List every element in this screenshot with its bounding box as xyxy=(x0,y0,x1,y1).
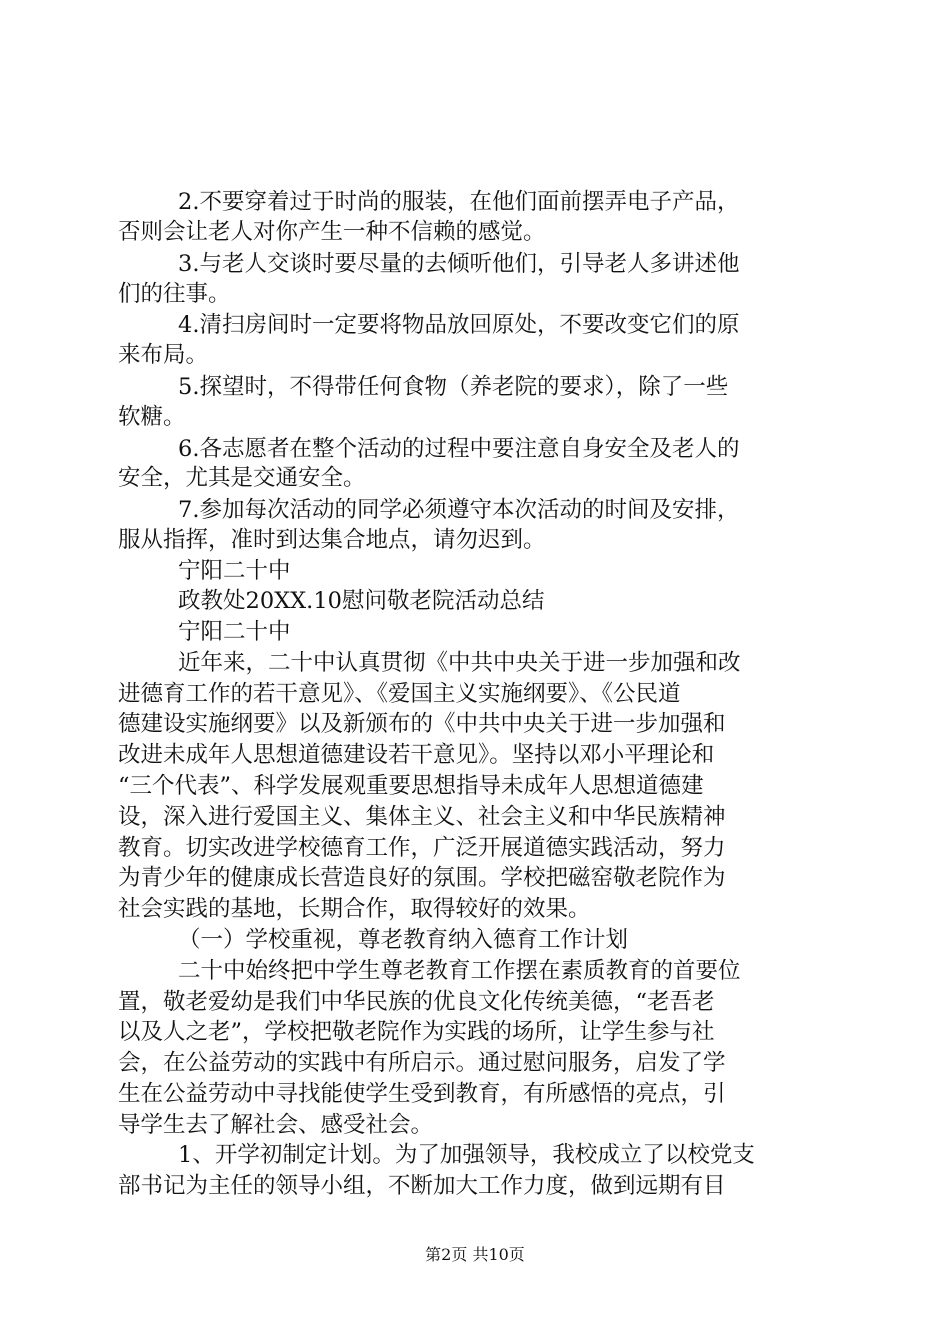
text-line: （一）学校重视，尊老教育纳入德育工作计划 xyxy=(178,927,629,953)
text-line: 生在公益劳动中寻找能使学生受到教育，有所感悟的亮点，引 xyxy=(118,1081,726,1107)
text-line: 否则会让老人对你产生一种不信赖的感觉。 xyxy=(118,219,546,245)
text-line: 部书记为主任的领导小组，不断加大工作力度，做到远期有目 xyxy=(118,1173,726,1199)
text-line: 服从指挥，准时到达集合地点，请勿迟到。 xyxy=(118,527,546,553)
text-line: 们的往事。 xyxy=(118,281,231,307)
page-number-footer: 第2页 共10页 xyxy=(425,1245,525,1264)
text-line: 7.参加每次活动的同学必须遵守本次活动的时间及安排， xyxy=(178,497,740,523)
text-line: 设，深入进行爱国主义、集体主义、社会主义和中华民族精神 xyxy=(118,804,726,830)
text-line: 置，敬老爱幼是我们中华民族的优良文化传统美德，“老吾老 xyxy=(118,989,715,1015)
text-line: 4.清扫房间时一定要将物品放回原处，不要改变它们的原 xyxy=(178,312,740,338)
text-line: 导学生去了解社会、感受社会。 xyxy=(118,1112,434,1138)
text-line: 德建设实施纲要》以及新颁布的《中共中央关于进一步加强和 xyxy=(118,711,726,737)
text-line: 政教处20XX.10慰问敬老院活动总结 xyxy=(178,588,545,614)
text-line: 3.与老人交谈时要尽量的去倾听他们，引导老人多讲述他 xyxy=(178,251,740,277)
text-line: 1、开学初制定计划。为了加强领导，我校成立了以校党支 xyxy=(178,1142,755,1168)
text-line: 宁阳二十中 xyxy=(178,558,291,584)
text-line: 以及人之老”，学校把敬老院作为实践的场所，让学生参与社 xyxy=(118,1019,715,1045)
text-line: 5.探望时，不得带任何食物（养老院的要求），除了一些 xyxy=(178,374,729,400)
text-line: 二十中始终把中学生尊老教育工作摆在素质教育的首要位 xyxy=(178,958,741,984)
text-line: 6.各志愿者在整个活动的过程中要注意自身安全及老人的 xyxy=(178,436,740,462)
text-line: 宁阳二十中 xyxy=(178,619,291,645)
text-line: 社会实践的基地，长期合作，取得较好的效果。 xyxy=(118,896,591,922)
text-line: 会，在公益劳动的实践中有所启示。通过慰问服务，启发了学 xyxy=(118,1050,726,1076)
text-line: 改进未成年人思想道德建设若干意见》。坚持以邓小平理论和 xyxy=(118,742,715,768)
text-line: 进德育工作的若干意见》、《爱国主义实施纲要》、《公民道 xyxy=(118,681,681,707)
text-line: 为青少年的健康成长营造良好的氛围。学校把磁窑敬老院作为 xyxy=(118,865,726,891)
text-line: 教育。切实改进学校德育工作，广泛开展道德实践活动，努力 xyxy=(118,835,726,861)
text-line: 2.不要穿着过于时尚的服装，在他们面前摆弄电子产品， xyxy=(178,189,740,215)
text-line: 软糖。 xyxy=(118,404,186,430)
text-line: 近年来，二十中认真贯彻《中共中央关于进一步加强和改 xyxy=(178,650,741,676)
text-line: 来布局。 xyxy=(118,342,209,368)
text-line: 安全，尤其是交通安全。 xyxy=(118,465,366,491)
text-line: “三个代表”、科学发展观重要思想指导未成年人思想道德建 xyxy=(118,773,704,799)
